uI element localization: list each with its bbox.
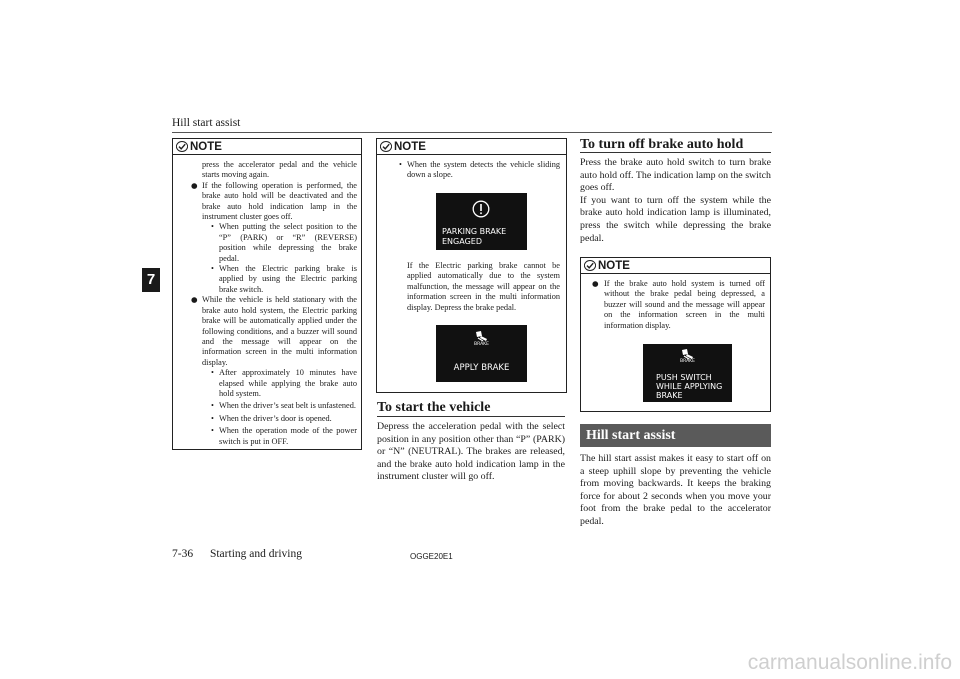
section-body: Depress the acceleration pedal with the select position in any position other than “P” (PARK) or “N” (NEUTRAL). The brakes are released, and the brake auto hold indication lamp in the instrument cluster will go off. xyxy=(377,421,565,483)
note-paragraph xyxy=(407,261,560,313)
note-subitem-text: When the system detects the vehicle sliding down a slope. xyxy=(407,160,560,180)
section-banner: Hill start assist xyxy=(580,424,771,447)
dot-icon: • xyxy=(211,401,214,411)
section-rule xyxy=(377,416,565,417)
note-subitem-text: When the operation mode of the power switch is put in OFF. xyxy=(219,426,357,446)
watermark: carmanualsonline.info xyxy=(747,651,952,674)
note-icon xyxy=(584,260,596,271)
display-line: PARKING BRAKE xyxy=(442,227,507,236)
note-box-2 xyxy=(376,138,567,393)
note-bullet-text: If the following operation is performed, the brake auto hold will be deactivated and the brake auto hold indication lamp in the instrument cluster goes off. xyxy=(202,180,357,222)
dot-icon: • xyxy=(211,413,214,423)
section-body: The hill start assist makes it easy to start off on a steep uphill slope by preventing the vehicle from moving backwards. It keeps the braking force for about 2 seconds when you move your foot from the brake pedal to the accelerator pedal. xyxy=(580,453,771,527)
bullet-icon: ● xyxy=(592,279,599,288)
dot-icon: • xyxy=(399,160,402,169)
note-bullet xyxy=(190,181,357,223)
page-number: 7-36 xyxy=(172,548,194,560)
note-bullet-text: If the brake auto hold system is turned off without the brake pedal being depressed, a buzzer will sound and the message will appear on the information screen in the multi information display. xyxy=(604,279,765,330)
note-subitem xyxy=(190,368,357,399)
section-paragraph: If you want to turn off the system while the brake auto hold indication lamp is illuminated, press the switch while depressing the brake pedal. xyxy=(580,194,771,244)
dot-icon: • xyxy=(211,222,214,232)
section-paragraph: Press the brake auto hold switch to turn brake auto hold off. The indication lamp on the switch goes off. xyxy=(580,157,771,194)
display-icon-label: BRAKE xyxy=(680,359,695,364)
note-body xyxy=(377,155,566,181)
header-rule xyxy=(172,132,772,133)
display-line: WHILE APPLYING xyxy=(656,382,723,391)
bullet-icon: ● xyxy=(191,295,198,305)
note-header xyxy=(173,139,361,155)
dot-icon: • xyxy=(211,368,214,378)
note-bullet xyxy=(591,279,765,331)
note-title: NOTE xyxy=(190,140,222,153)
note-header xyxy=(377,139,566,155)
note-subitem xyxy=(190,426,357,447)
document-code: OGGE20E1 xyxy=(410,552,453,561)
dot-icon: • xyxy=(211,264,214,274)
push-switch-display xyxy=(643,344,732,402)
display-line: APPLY BRAKE xyxy=(453,363,510,373)
note-title: NOTE xyxy=(598,259,630,272)
note-continued-text: press the accelerator pedal and the vehicle starts moving again. xyxy=(202,160,357,180)
page-header-title: Hill start assist xyxy=(172,117,241,129)
note-subitem-text: When putting the select position to the “P” (PARK) or “R” (REVERSE) position while depressing the brake pedal. xyxy=(219,222,357,263)
note-subitem xyxy=(190,401,357,411)
note-subitem-text: After approximately 10 minutes have elapsed while applying the brake auto hold system. xyxy=(219,368,357,398)
apply-brake-display xyxy=(436,325,527,382)
note-bullet xyxy=(190,295,357,368)
note-box-1 xyxy=(172,138,362,450)
note-body xyxy=(173,155,361,447)
note-subitem xyxy=(190,414,357,424)
parking-brake-engaged-display xyxy=(436,193,527,250)
note-icon xyxy=(176,141,188,152)
dot-icon: • xyxy=(211,426,214,436)
display-icon-label: BRAKE xyxy=(474,342,489,347)
warning-circle-icon xyxy=(472,200,490,218)
note-title: NOTE xyxy=(394,140,426,153)
section-rule xyxy=(580,152,771,153)
note-subitem xyxy=(190,264,357,295)
note-bullet-text: While the vehicle is held stationary with the brake auto hold system, the Electric parking brake will be automatically applied under the following conditions, and a buzzer will sound and the message will appear on the information screen in the multi information display. xyxy=(202,295,357,367)
note-header xyxy=(581,258,770,274)
note-box-3 xyxy=(580,257,771,412)
note-subitem-text: When the driver’s door is opened. xyxy=(219,413,332,423)
display-line: PUSH SWITCH xyxy=(656,373,712,382)
note-subitem xyxy=(190,222,357,264)
chapter-tab: 7 xyxy=(142,268,160,292)
bullet-icon: ● xyxy=(191,180,198,190)
note-paragraph-text: If the Electric parking brake cannot be applied automatically due to the system malfunction, the message will appear on the information screen in the multi information display. Depress the brake pedal. xyxy=(407,261,560,312)
note-body xyxy=(581,274,770,331)
chapter-name: Starting and driving xyxy=(209,548,302,560)
note-subitem-text: When the driver’s seat belt is unfastened. xyxy=(219,401,356,411)
section-heading: To start the vehicle xyxy=(377,400,491,415)
note-subitem-text: When the Electric parking brake is applied by using the Electric parking brake switch. xyxy=(219,264,357,294)
note-icon xyxy=(380,141,392,152)
display-line: BRAKE xyxy=(656,391,683,400)
note-subitem xyxy=(393,160,560,181)
section-body xyxy=(580,157,771,245)
page-footer xyxy=(172,548,302,560)
section-heading: To turn off brake auto hold xyxy=(580,137,744,152)
display-line: ENGAGED xyxy=(442,237,482,246)
